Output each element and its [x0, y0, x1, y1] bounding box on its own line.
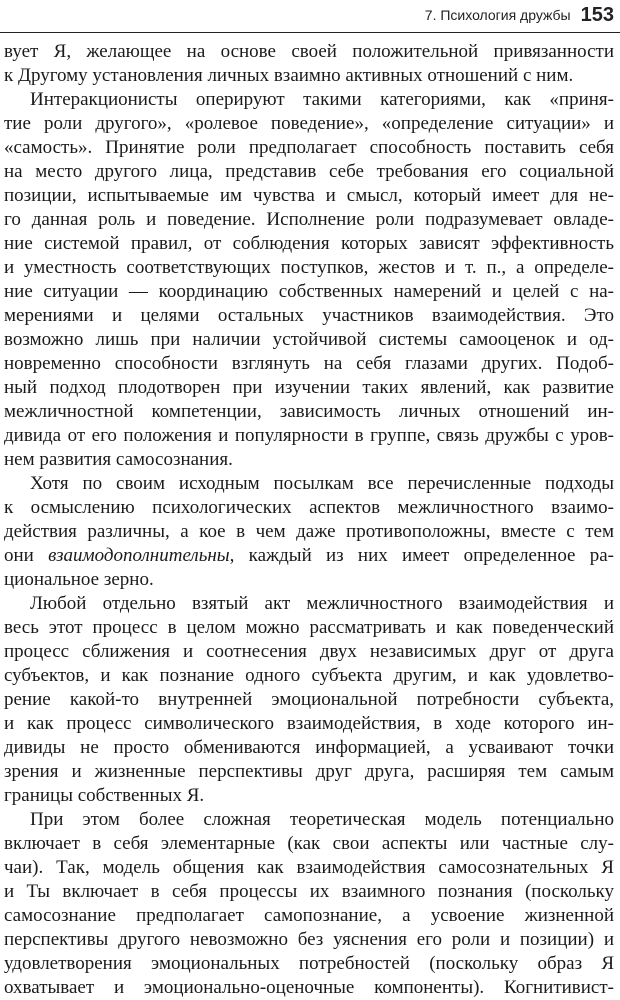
text-line: межличностной компетенции, зависимость личных отношений ин- — [4, 401, 614, 422]
text-line: новременно способности взглянуть на себя глазами других. Подоб- — [4, 353, 614, 374]
emphasis: взаимодополнительны — [48, 545, 230, 566]
text-line: действия различны, а кое в чем даже противоположны, вместе с тем — [4, 521, 614, 542]
text-line: удовлетворения эмоциональных потребностей (поскольку образ Я — [4, 953, 614, 974]
text-line: При этом более сложная теоретическая модель потенциально — [30, 809, 614, 830]
text-line: дивиды не просто обмениваются информацией, а усваивают точки — [4, 737, 614, 758]
page-number: 153 — [580, 3, 614, 26]
text-line: чаи). Так, модель общения как взаимодействия самосознательных Я — [4, 857, 614, 878]
text-line: перспективы другого невозможно без уяснения его роли и позиции) и — [4, 929, 614, 950]
text-line: вует Я, желающее на основе своей положительной привязанности — [4, 41, 614, 62]
text-line: и как процесс символического взаимодействия, в ходе которого ин- — [4, 713, 614, 734]
text-line: позиции, испытываемые им чувства и смысл, который имеет для не- — [4, 185, 614, 206]
text-line: нем развития самосознания. — [4, 449, 233, 470]
text-line: ние системой правил, от соблюдения которых зависят эффективность — [4, 233, 614, 254]
header-divider — [0, 32, 620, 33]
text-line: го данная роль и поведение. Исполнение роли подразумевает овладе- — [4, 209, 614, 230]
text-line: к осмыслению психологических аспектов межличностного взаимо- — [4, 497, 614, 518]
text-line: возможно лишь при наличии устойчивой системы самооценок и од- — [4, 329, 614, 350]
text-line: охватывает и эмоционально-оценочные компоненты). Когнитивист- — [4, 977, 614, 998]
text-line: Любой отдельно взятый акт межличностного взаимодействия и — [30, 593, 614, 614]
text-line: рение какой-то внутренней эмоциональной потребности субъекта, — [4, 689, 614, 710]
paragraph — [4, 40, 614, 88]
text-line: ный подход плодотворен при изучении таких явлений, как развитие — [4, 377, 614, 398]
text-line: и уместность соответствующих поступков, жестов и т. п., а определе- — [4, 257, 614, 278]
text-line: они взаимодополнительны, каждый из них имеет определенное ра- — [4, 545, 614, 566]
text-line: мерениями и целями остальных участников взаимодействия. Это — [4, 305, 614, 326]
paragraph — [4, 88, 614, 472]
text-line: процесс сближения и соотнесения двух независимых друг от друга — [4, 641, 614, 662]
running-header — [425, 0, 614, 30]
text-line: тие роли другого», «ролевое поведение», «определение ситуации» и — [4, 113, 614, 134]
paragraph — [4, 808, 614, 1000]
text-line: Хотя по своим исходным посылкам все перечисленные подходы — [30, 473, 614, 494]
paragraph — [4, 592, 614, 808]
text-line: зрения и жизненные перспективы друг друга, расширяя тем самым — [4, 761, 614, 782]
text-line: ние ситуации — координацию собственных намерений и целей с на- — [4, 281, 614, 302]
text-line: дивида от его положения и популярности в группе, связь дружбы с уров- — [4, 425, 614, 446]
text-line: циональное зерно. — [4, 569, 154, 590]
text-line: субъектов, и как познание одного субъекта другим, и как удовлетво- — [4, 665, 614, 686]
text-line: самосознание предполагает самопознание, а усвоение жизненной — [4, 905, 614, 926]
text-line: и Ты включает в себя процессы их взаимного познания (поскольку — [4, 881, 614, 902]
text-line: включает в себя элементарные (как свои аспекты или частные слу- — [4, 833, 614, 854]
text-line: на место другого лица, представив себе требования его социальной — [4, 161, 614, 182]
body-text — [4, 40, 614, 1000]
text-line: «самость». Принятие роли предполагает способность поставить себя — [4, 137, 614, 158]
text-line: весь этот процесс в целом можно рассматривать и как поведенческий — [4, 617, 614, 638]
text-line: границы собственных Я. — [4, 785, 205, 806]
text-line: к Другому установления личных взаимно активных отношений с ним. — [4, 65, 574, 86]
text-line: Интеракционисты оперируют такими категориями, как «приня- — [30, 89, 614, 110]
chapter-title: 7. Психология дружбы — [424, 7, 571, 23]
paragraph — [4, 472, 614, 592]
